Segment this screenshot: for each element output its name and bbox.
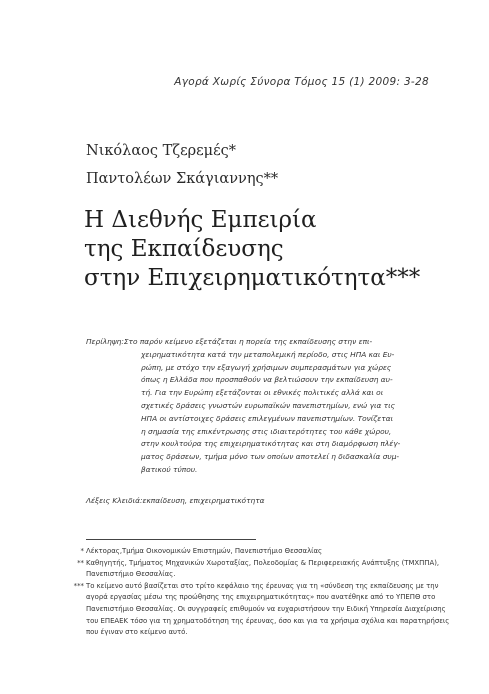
abstract-body <box>86 336 411 477</box>
footnote-line: Πανεπιστήμιο Θεσσαλίας. <box>86 570 176 579</box>
footnote-mark: ** <box>77 558 84 567</box>
footnote-mark: *** <box>73 581 84 590</box>
abstract-line: Περίληψη:Στο παρόν κείμενο εξετάζεται η πορεία της εκπαίδευσης στην επι- <box>86 337 373 346</box>
abstract-label: Περίληψη: <box>86 337 124 346</box>
abstract-line: ρώπη, με στόχο την εξαγωγή χρήσιμων συμπερασμάτων για χώρες <box>141 362 392 372</box>
author-1: Νικόλαος Τζερεμές* <box>86 143 236 159</box>
footnote-line: Το κείμενο αυτό βασίζεται στο τρίτο κεφάλαιο της έρευνας για τη «σύνδεση της εκπαίδευσης με την <box>86 581 439 590</box>
abstract-line: η σημασία της επικέντρωσης στις ιδιαιτερότητες του κάθε χώρου, <box>141 426 392 436</box>
footnote-3 <box>50 581 450 639</box>
abstract-line: ματος δράσεων, τμήμα μόνο των οποίων αποτελεί η διδασκαλία συμ- <box>141 452 400 462</box>
title-line: στην Επιχειρηματικότητα*** <box>84 265 421 291</box>
title-line: της Εκπαίδευσης <box>84 236 284 262</box>
author-2: Παντολέων Σκάγιαννης** <box>86 171 279 187</box>
abstract-line: σχετικές δράσεις γνωστών ευρωπαϊκών πανεπιστημίων, ενώ για τις <box>141 400 395 410</box>
abstract <box>86 336 411 477</box>
keywords: Λέξεις Κλειδιά:εκπαίδευση, επιχειρηματικότητα <box>86 496 265 505</box>
abstract-line: ΗΠΑ οι αντίστοιχες δράσεις επιλεγμένων πανεπιστημίων. Τονίζεται <box>141 413 394 423</box>
footnote-mark: * <box>80 547 84 555</box>
footnote-line: αγορά εργασίας μέσω της προώθησης της επιχειρηματικότητας» που ανατέθηκε από το ΥΠΕΠΘ στο <box>86 593 436 602</box>
abstract-line: στην κουλτούρα της επιχειρηματικότητας και στη διαμόρφωση πλέγ- <box>141 439 401 449</box>
abstract-line: τή. Για την Ευρώπη εξετάζονται οι εθνικές πολιτικές αλλά και οι <box>141 388 384 398</box>
footnote-line: Λέκτορας,Τμήμα Οικονομικών Επιστημών, Πανεπιστήμιο Θεσσαλίας <box>86 547 323 555</box>
footnote-2 <box>50 558 450 581</box>
footnote-line: Πανεπιστήμιο Θεσσαλίας. Οι συγγραφείς επιθυμούν να ευχαριστήσουν την Ειδική Υπηρεσία Διαχείρισης <box>86 604 446 613</box>
title-line: Η Διεθνής Εμπειρία <box>84 207 317 233</box>
abstract-line: βατικού τύπου. <box>141 464 198 474</box>
footnotes <box>50 546 450 639</box>
footnote-1 <box>50 546 450 558</box>
footnote-line: Καθηγητής, Τμήματος Μηχανικών Χωροταξίας, Πολεοδομίας & Περιφερειακής Ανάπτυξης (ΤΜΧΠΠΑ), <box>86 558 440 567</box>
footnote-line: του ΕΠΕΑΕΚ τόσο για τη χρηματοδότηση της έρευνας, όσο και για τα χρήσιμα σχόλια και παρατηρήσεις <box>86 616 450 625</box>
footnote-divider <box>86 539 256 540</box>
paper-title <box>84 206 420 293</box>
abstract-line: όπως η Ελλάδα που προσπαθούν να βελτιώσουν την εκπαίδευση αυ- <box>141 375 393 385</box>
footnote-line: που έγιναν στο κείμενο αυτό. <box>86 628 188 637</box>
abstract-line: χειρηματικότητα κατά την μεταπολεμική περίοδο, στις ΗΠΑ και Ευ- <box>141 349 395 359</box>
journal-header: Αγορά Χωρίς Σύνορα Τόμος 15 (1) 2009: 3-28 <box>174 76 429 88</box>
